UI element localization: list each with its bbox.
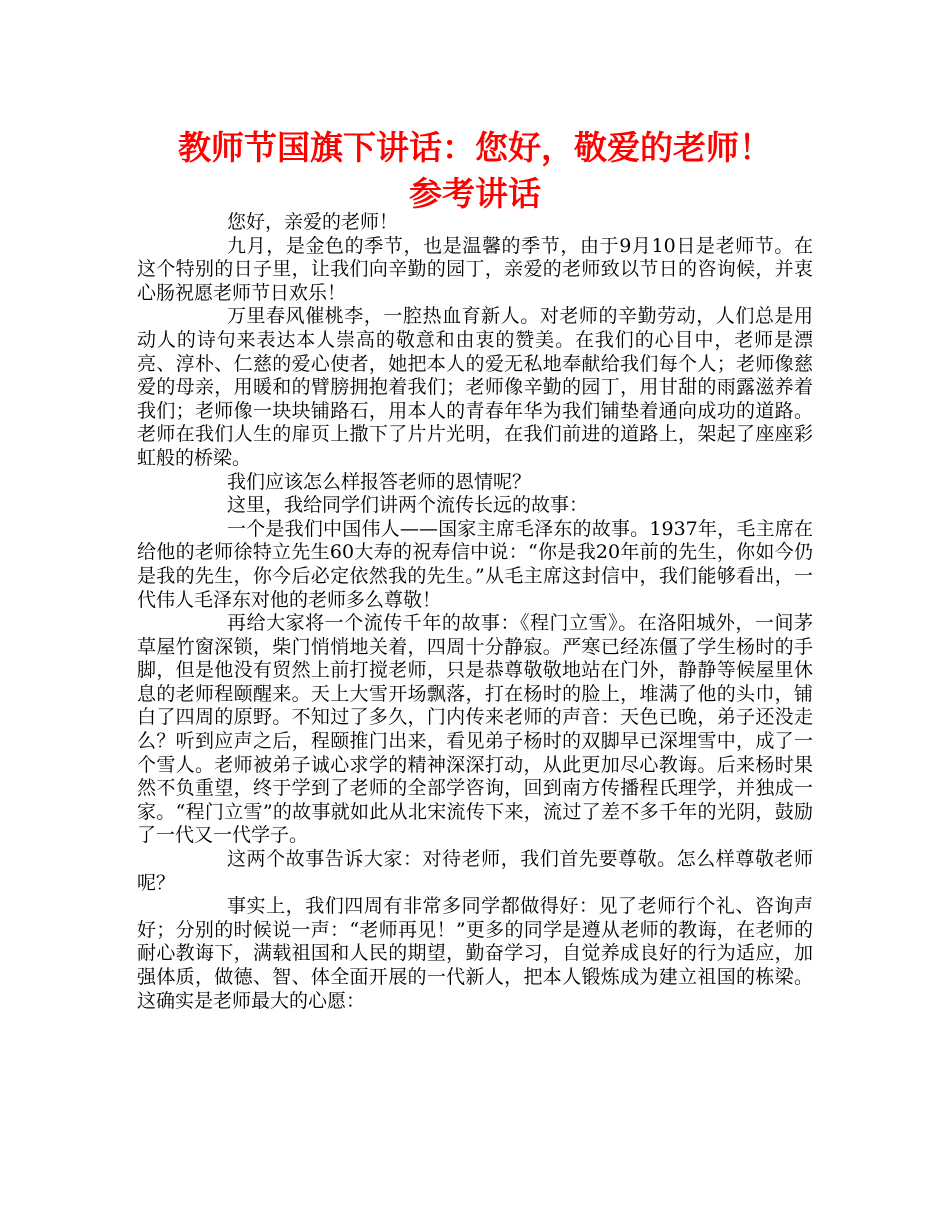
paragraph-stories-intro: 这里，我给同学们讲两个流传长远的故事：: [227, 494, 589, 517]
paragraph-september: 九月，是金色的季节，也是温馨的季节，由于9月10日是老师节。在这个特别的日子里，让我们向辛勤的园丁，亲爱的老师致以节日的咨询候，并衷心肠祝愿老师节日欢乐！: [137, 234, 813, 304]
paragraph-question: 我们应该怎么样报答老师的恩情呢？: [227, 470, 532, 493]
paragraph-mao-story: 一个是我们中国伟人——国家主席毛泽东的故事。1937年，毛主席在给他的老师徐特立先生60大寿的祝寿信中说：“你是我20年前的先生，你如今仍是我的先生，你今后必定依然我的先生。”从毛主席这封信中，我们能够看出，一代伟人毛泽东对他的老师多么尊敬！: [137, 517, 813, 611]
paragraph-praise: 万里春风催桃李，一腔热血育新人。对老师的辛勤劳动，人们总是用动人的诗句来表达本人崇高的敬意和由衷的赞美。在我们的心目中，老师是漂亮、淳朴、仁慈的爱心使者，她把本人的爱无私地奉献给我们每个人；老师像慈爱的母亲，用暖和的臂膀拥抱着我们；老师像辛勤的园丁，用甘甜的雨露滋养着我们；老师像一块块铺路石，用本人的青春年华为我们铺垫着通向成功的道路。老师在我们人生的扉页上撒下了片片光明，在我们前进的道路上，架起了座座彩虹般的桥梁。: [137, 305, 813, 469]
document-title: 教师节国旗下讲话：您好，敬爱的老师！: [178, 128, 772, 167]
document-subtitle: 参考讲话: [409, 174, 541, 213]
paragraph-greeting: 您好，亲爱的老师！: [227, 211, 399, 233]
paragraph-chengmen-story: 再给大家将一个流传千年的故事：《程门立雪》。在洛阳城外，一间茅草屋竹窗深锁，柴门悄悄地关着，四周十分静寂。严寒已经冻僵了学生杨时的手脚，但是他没有贸然上前打搅老师，只是恭尊敬敬地站在门外，静静等候屋里休息的老师程颐醒来。天上大雪开场飘落，打在杨时的脸上，堆满了他的头巾，铺白了四周的原野。不知过了多久，门内传来老师的声音：天色已晚，弟子还没走么？听到应声之后，程颐推门出来，看见弟子杨时的双脚早已深埋雪中，成了一个雪人。老师被弟子诚心求学的精神深深打动，从此更加尽心教诲。后来杨时果然不负重望，终于学到了老师的全部学咨询，回到南方传播程氏理学，并独成一家。“程门立雪”的故事就如此从北宋流传下来，流过了差不多千年的光阴，鼓励了一代又一代学子。: [137, 612, 813, 847]
paragraph-conclusion: 事实上，我们四周有非常多同学都做得好：见了老师行个礼、咨询声好；分别的时候说一声：“老师再见！”更多的同学是遵从老师的教诲，在老师的耐心教诲下，满载祖国和人民的期望，勤奋学习，自觉养成良好的行为适应，加强体质，做德、智、体全面开展的一代新人，把本人锻炼成为建立祖国的栋梁。这确实是老师最大的心愿：: [137, 895, 813, 1012]
paragraph-respect: 这两个故事告诉大家：对待老师，我们首先要尊敬。怎么样尊敬老师呢？: [137, 848, 813, 894]
document-body: [137, 211, 813, 1013]
